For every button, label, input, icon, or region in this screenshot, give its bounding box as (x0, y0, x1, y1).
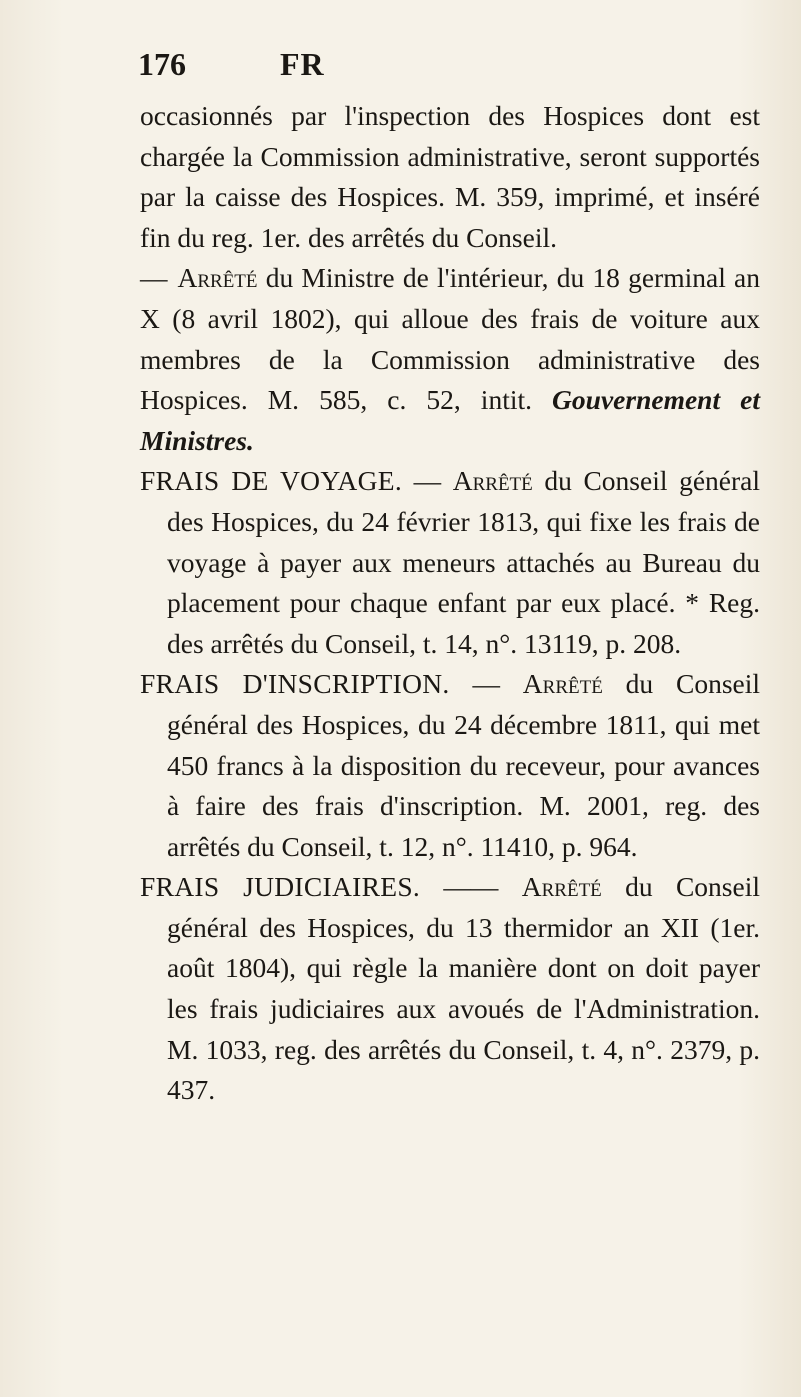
entry-text: du Conseil général des Hospices, du 24 décembre 1811, qui met 450 francs à la disposition du receveur, pour avances à faire des frais d'inscription. M. 2001, reg. des arrêtés du Conseil, t. 12, n°. 11410, p. 964. (167, 668, 761, 862)
entry-frais-de-voyage (140, 461, 760, 664)
entry-dash: — (140, 262, 168, 294)
entry-separator: — (449, 668, 523, 700)
entry-separator: —— (420, 871, 522, 903)
entry-separator: — (402, 465, 453, 497)
entry-frais-judiciaires (140, 867, 760, 1111)
entry-frais-d-inscription (140, 664, 760, 867)
entry-text: occasionnés par l'inspection des Hospices dont est chargée la Commission administrative, seront supportés par la caisse des Hospices. M. 359, imprimé, et inséré fin du reg. 1er. des arrêtés du Conseil. (140, 100, 760, 253)
entry-rubric: FRAIS D'INSCRIPTION. (140, 668, 450, 700)
entry-italic-reference: Gouvernement et Ministres. (140, 384, 760, 456)
entry-lead-word: Arrêté (521, 871, 602, 903)
entry-lead-word: Arrêté (522, 668, 603, 700)
running-head (138, 46, 738, 86)
entry-ministerial-decree (140, 258, 760, 461)
entry-text: du Conseil général des Hospices, du 24 février 1813, qui fixe les frais de voyage à payer aux meneurs attachés au Bureau du placement pour chaque enfant par eux placé. * Reg. des arrêtés du Conseil, t. 14, n°. 13119, p. 208. (167, 465, 760, 659)
running-head-letters: FR (280, 46, 325, 82)
body-text (140, 96, 760, 1111)
entry-rubric: FRAIS DE VOYAGE. (140, 465, 403, 497)
entry-lead-word: Arrêté (452, 465, 533, 497)
entry-rubric: FRAIS JUDICIAIRES. (140, 871, 421, 903)
page-number: 176 (138, 46, 186, 82)
entry-text: du Ministre de l'intérieur, du 18 germinal an X (8 avril 1802), qui alloue des frais de voiture aux membres de la Commission administrative des Hospices. M. 585, c. 52, intit. (140, 262, 760, 416)
entry-text: du Conseil général des Hospices, du 13 thermidor an XII (1er. août 1804), qui règle la manière dont on doit payer les frais judiciaires aux avoués de l'Administration. M. 1033, reg. des arrêtés du Conseil, t. 4, n°. 2379, p. 437. (167, 871, 760, 1106)
entry-continuation (140, 96, 760, 258)
entry-lead-word: Arrêté (177, 262, 258, 294)
